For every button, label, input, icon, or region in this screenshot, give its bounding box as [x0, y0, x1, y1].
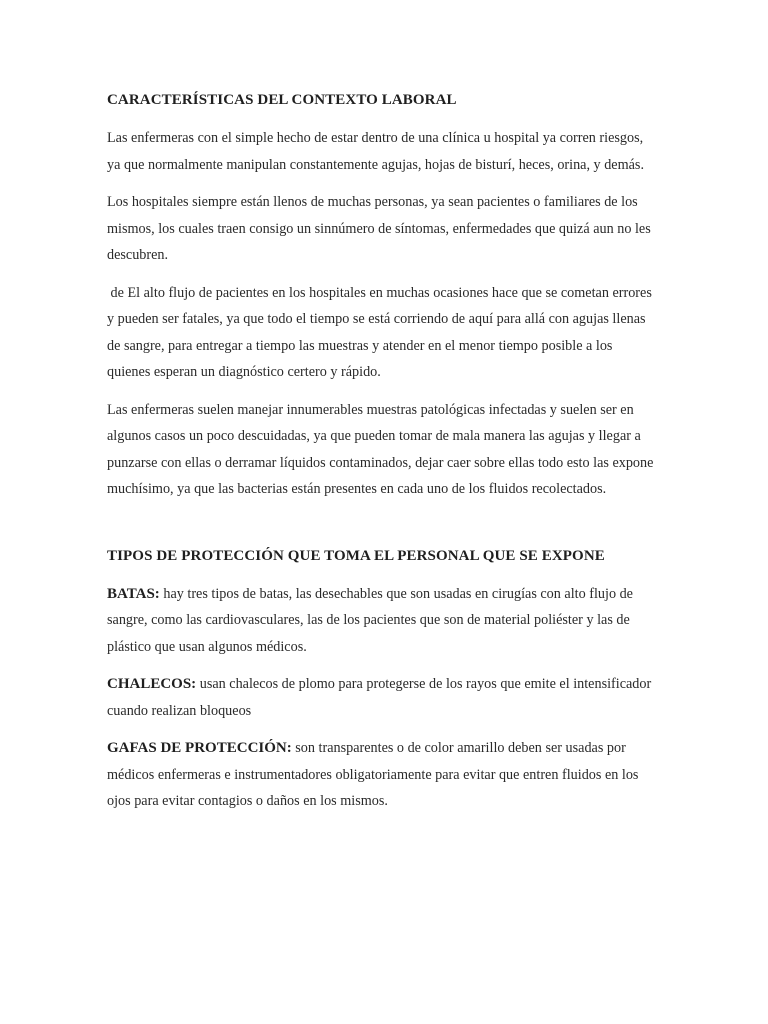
item-text: hay tres tipos de batas, las desechables que son usadas en cirugías con alto flujo de sangre, como las cardiovasculares, las de los pacientes que son de material poliéster y las de plástico que usan algunos médicos. [107, 585, 633, 655]
paragraph-muestras: Las enfermeras suelen manejar innumerables muestras patológicas infectadas y suelen ser en algunos casos un poco descuidadas, ya que pueden tomar de mala manera las agujas y llegar a punzarse con ellas o derramar líquidos contaminados, dejar caer sobre ellas todo esto las expone muchísimo, ya que las bacterias están presentes en cada uno de los fluidos recolectados. [107, 401, 654, 497]
paragraph-flujo-pacientes: de El alto flujo de pacientes en los hospitales en muchas ocasiones hace que se cometan errores y pueden ser fatales, ya que todo el tiempo se está corriendo de aquí para allá con agujas llenas de sangre, para entregar a tiempo las muestras y atender en el menor tiempo posible a los quienes esperan un diagnóstico certero y rápido. [107, 284, 656, 380]
item-term: GAFAS DE PROTECCIÓN: [107, 740, 292, 756]
item-gafas [107, 735, 655, 815]
item-term: CHALECOS: [107, 676, 197, 692]
section-heading-tipos-proteccion: TIPOS DE PROTECCIÓN QUE TOMA EL PERSONAL QUE SE EXPONE [107, 547, 605, 564]
section-heading-contexto-laboral: CARACTERÍSTICAS DEL CONTEXTO LABORAL [107, 92, 457, 108]
item-text: son transparentes o de color amarillo deben ser usadas por médicos enfermeras e instrumentadores obligatoriamente para evitar que entren fluidos en los ojos para evitar contagios o daños en los mismos. [107, 740, 639, 809]
item-term: BATAS: [107, 585, 160, 602]
document-page [107, 88, 655, 815]
item-batas [107, 581, 655, 661]
paragraph-hospitales: Los hospitales siempre están llenos de muchas personas, ya sean pacientes o familiares de los mismos, los cuales traen consigo un sinnúmero de síntomas, enfermedades que quizá aun no les descubren. [107, 194, 651, 263]
item-text: usan chalecos de plomo para protegerse de los rayos que emite el intensificador cuando realizan bloqueos [107, 676, 652, 719]
item-chalecos [107, 671, 655, 724]
paragraph-riesgos: Las enfermeras con el simple hecho de estar dentro de una clínica u hospital ya corren riesgos, ya que normalmente manipulan constantemente agujas, hojas de bisturí, heces, orina, y demás. [107, 130, 644, 173]
